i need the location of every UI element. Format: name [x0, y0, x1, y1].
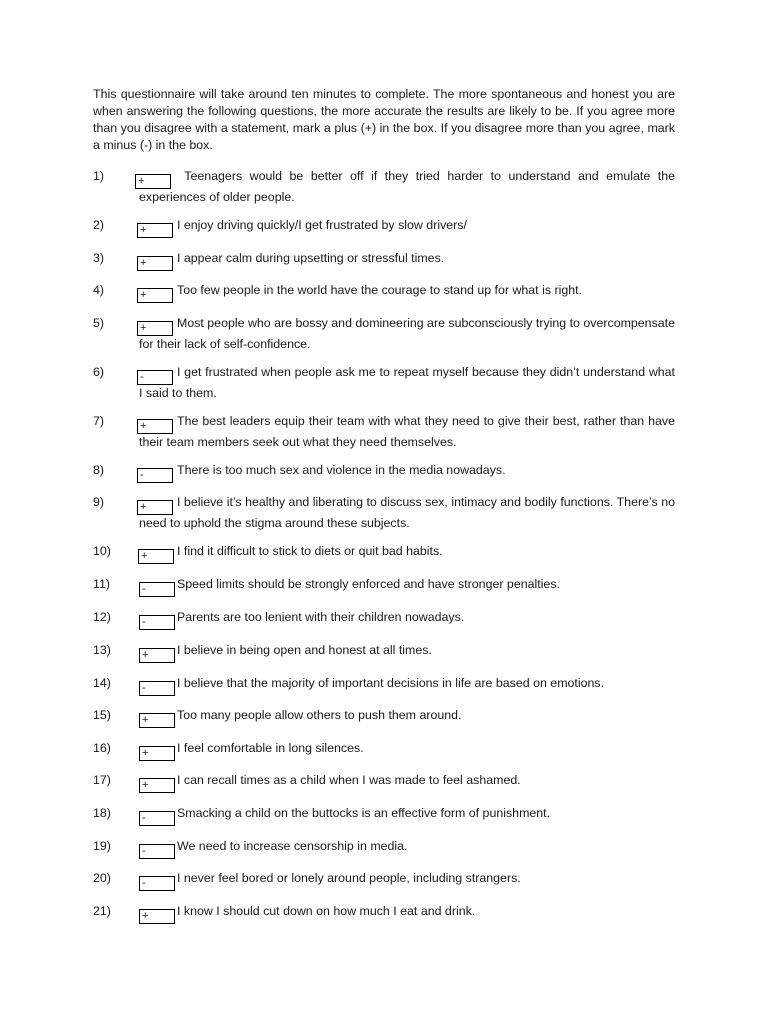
question-body [139, 250, 675, 271]
question-item [93, 315, 675, 352]
question-body [139, 462, 675, 483]
answer-mark: + [142, 746, 149, 759]
answer-mark: - [142, 844, 146, 857]
question-text: I believe that the majority of important decisions in life are based on emotions. [177, 675, 605, 690]
question-item [93, 494, 675, 531]
answer-box[interactable] [137, 370, 173, 385]
question-number: 9) [93, 494, 105, 509]
answer-box[interactable] [139, 681, 175, 696]
question-number: 5) [93, 315, 105, 330]
question-text: Speed limits should be strongly enforced and have stronger penalties. [177, 576, 560, 591]
question-number: 10) [93, 543, 111, 558]
question-text: Too many people allow others to push them around. [177, 707, 462, 722]
answer-mark: + [142, 713, 149, 726]
question-text: I get frustrated when people ask me to repeat myself because they didn’t understand what I said to them. [139, 364, 675, 400]
question-text: Most people who are bossy and domineering are subconsciously trying to overcompensate for their lack of self-confidence. [139, 315, 675, 351]
question-item [93, 903, 675, 924]
question-body [139, 772, 675, 793]
question-item [93, 168, 675, 205]
question-item [93, 772, 675, 793]
question-body [139, 168, 675, 205]
answer-mark: + [140, 321, 147, 334]
question-body [139, 543, 675, 564]
answer-box[interactable] [139, 778, 175, 793]
question-body [139, 642, 675, 663]
question-item [93, 543, 675, 564]
answer-box[interactable] [139, 909, 175, 924]
question-item [93, 870, 675, 891]
question-number: 11) [93, 576, 110, 591]
question-item [93, 462, 675, 483]
answer-box[interactable] [135, 174, 171, 189]
answer-mark: - [142, 876, 146, 889]
question-text: I never feel bored or lonely around people, including strangers. [177, 870, 521, 885]
question-item [93, 364, 675, 401]
question-number: 21) [93, 903, 111, 918]
answer-box[interactable] [139, 713, 175, 728]
question-text: Teenagers would be better off if they tried harder to understand and emulate the experiences of older people. [139, 168, 675, 204]
question-text: I believe it’s healthy and liberating to discuss sex, intimacy and bodily functions. There’s no need to uphold the stigma around these subjects. [139, 494, 675, 530]
answer-box[interactable] [139, 582, 175, 597]
question-number: 6) [93, 364, 105, 379]
question-item [93, 282, 675, 303]
question-body [139, 576, 675, 597]
answer-mark: + [142, 778, 149, 791]
answer-mark: - [142, 681, 146, 694]
answer-box[interactable] [139, 648, 175, 663]
answer-box[interactable] [137, 256, 173, 271]
question-item [93, 609, 675, 630]
answer-box[interactable] [137, 223, 173, 238]
question-item [93, 576, 675, 597]
question-body [139, 740, 675, 761]
answer-mark: - [140, 468, 144, 481]
answer-mark: - [140, 370, 144, 383]
answer-box[interactable] [138, 549, 174, 564]
answer-box[interactable] [137, 288, 173, 303]
answer-mark: - [142, 615, 146, 628]
question-number: 1) [93, 168, 105, 183]
answer-mark: + [140, 419, 147, 432]
question-body [139, 494, 675, 531]
question-number: 16) [93, 740, 111, 755]
question-number: 14) [93, 675, 111, 690]
answer-box[interactable] [139, 844, 175, 859]
question-number: 20) [93, 870, 111, 885]
question-number: 18) [93, 805, 111, 820]
question-body [139, 707, 675, 728]
question-body [139, 217, 675, 238]
answer-mark: + [140, 500, 147, 513]
question-text: I enjoy driving quickly/I get frustrated by slow drivers/ [177, 217, 467, 232]
question-item [93, 805, 675, 826]
answer-box[interactable] [139, 615, 175, 630]
answer-mark: + [142, 909, 149, 922]
intro-paragraph: This questionnaire will take around ten minutes to complete. The more spontaneous and honest you are when answering the following questions, the more accurate the results are likely to be. If you agree more than you disagree with a statement, mark a plus (+) in the box. If you disagree more than you agree, mark a minus (-) in the box. [93, 87, 675, 152]
question-body [139, 805, 675, 826]
question-body [139, 315, 675, 352]
answer-mark: - [142, 582, 146, 595]
answer-mark: + [142, 648, 149, 661]
question-item [93, 675, 675, 696]
question-body [139, 609, 675, 630]
answer-mark: + [140, 223, 147, 236]
question-item [93, 642, 675, 663]
question-text: The best leaders equip their team with what they need to give their best, rather than have their team members seek out what they need themselves. [139, 413, 675, 449]
question-body [139, 903, 675, 924]
answer-box[interactable] [137, 468, 173, 483]
question-number: 2) [93, 217, 105, 232]
question-text: There is too much sex and violence in the media nowadays. [177, 462, 506, 477]
question-text: I appear calm during upsetting or stressful times. [177, 250, 445, 265]
answer-box[interactable] [137, 419, 173, 434]
question-item [93, 217, 675, 238]
answer-mark: + [141, 549, 148, 562]
question-body [139, 870, 675, 891]
answer-box[interactable] [137, 500, 173, 515]
question-body [139, 364, 675, 401]
question-item [93, 838, 675, 859]
answer-box[interactable] [137, 321, 173, 336]
question-item [93, 707, 675, 728]
question-text: We need to increase censorship in media. [177, 838, 408, 853]
question-text: Too few people in the world have the courage to stand up for what is right. [177, 282, 583, 297]
answer-mark: - [142, 811, 146, 824]
question-number: 12) [93, 609, 111, 624]
answer-mark: + [140, 256, 147, 269]
answer-box[interactable] [139, 876, 175, 891]
question-text: I find it difficult to stick to diets or quit bad habits. [177, 543, 443, 558]
question-body [139, 838, 675, 859]
question-number: 13) [93, 642, 111, 657]
question-text: Parents are too lenient with their children nowadays. [177, 609, 465, 624]
question-number: 4) [93, 282, 105, 297]
question-text: I believe in being open and honest at all times. [177, 642, 432, 657]
question-text: I can recall times as a child when I was made to feel ashamed. [177, 772, 521, 787]
question-item [93, 413, 675, 450]
question-text: Smacking a child on the buttocks is an effective form of punishment. [177, 805, 551, 820]
question-number: 3) [93, 250, 105, 265]
answer-box[interactable] [139, 746, 175, 761]
question-body [139, 282, 675, 303]
question-item [93, 740, 675, 761]
answer-mark: + [138, 174, 145, 187]
question-number: 17) [93, 772, 111, 787]
question-number: 15) [93, 707, 111, 722]
question-body [139, 675, 675, 696]
answer-box[interactable] [139, 811, 175, 826]
question-item [93, 250, 675, 271]
question-text: I know I should cut down on how much I eat and drink. [177, 903, 476, 918]
question-number: 8) [93, 462, 105, 477]
question-number: 7) [93, 413, 105, 428]
question-text: I feel comfortable in long silences. [177, 740, 364, 755]
question-body [139, 413, 675, 450]
answer-mark: + [140, 288, 147, 301]
question-number: 19) [93, 838, 111, 853]
questionnaire-page [93, 86, 675, 922]
